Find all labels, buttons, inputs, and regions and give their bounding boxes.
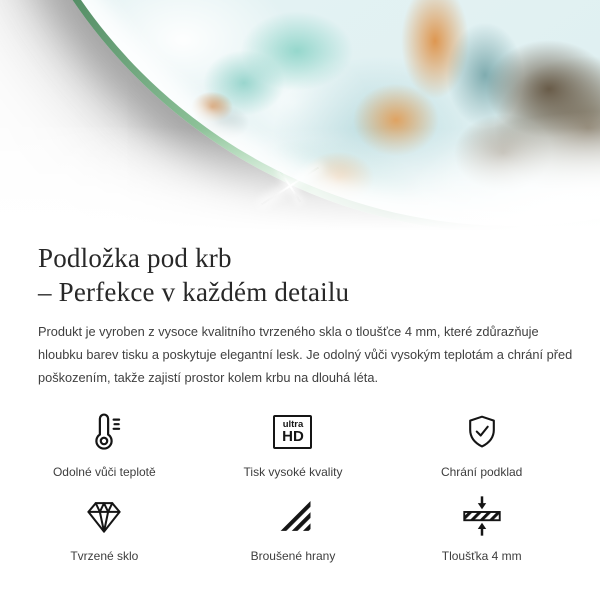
feature-label: Chrání podklad: [440, 465, 523, 479]
diamond-icon: [82, 494, 126, 538]
feature-label: Broušené hrany: [250, 549, 336, 563]
page-title-line2: – Perfekce v každém detailu: [38, 277, 350, 307]
product-photo: [0, 0, 600, 234]
shield-check-icon: [461, 410, 503, 454]
feature-label: Odolné vůči teplotě: [52, 465, 156, 479]
page-title-line1: Podložka pod krb: [38, 243, 232, 273]
feature-label: Tisk vysoké kvality: [243, 465, 343, 479]
feature-polished-edges: [199, 494, 388, 563]
page-title: [38, 241, 570, 309]
feature-protects-floor: [387, 410, 576, 479]
feature-heat-resistant: [10, 410, 199, 479]
ultra-hd-icon: ultra HD: [273, 410, 312, 454]
feature-print-quality: [199, 410, 388, 479]
feature-label: Tloušťka 4 mm: [441, 549, 522, 563]
feature-label: Tvrzené sklo: [70, 549, 139, 563]
product-description: Produkt je vyroben z vysoce kvalitního tvrzeného skla o tloušťce 4 mm, které zdůrazňuje hloubku barev tisku a poskytuje elegantní lesk. Je odolný vůči vysokým teplotám a chrání před poškozením, takže zajistí prostor kolem krbu na dlouhá léta.: [38, 324, 573, 385]
feature-tempered-glass: [10, 494, 199, 563]
feature-thickness: [387, 494, 576, 563]
thermometer-icon: [82, 410, 126, 454]
thickness-icon: [459, 494, 505, 538]
feature-grid: [10, 410, 576, 563]
beveled-edges-icon: [272, 494, 314, 538]
